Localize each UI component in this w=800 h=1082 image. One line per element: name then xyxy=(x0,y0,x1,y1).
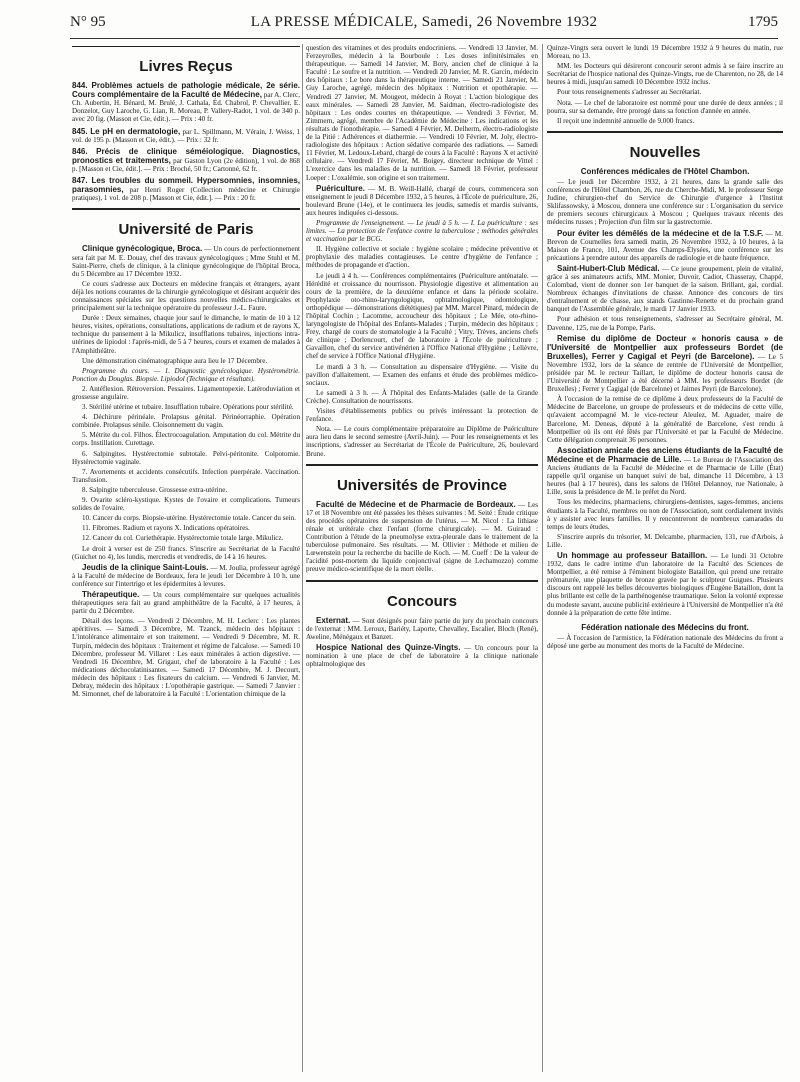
page-number: 1795 xyxy=(748,14,778,30)
article-paragraph: Le mardi à 3 h. — Consultation au dispensaire d'Hygiène. — Visite du pavillon d'allaitement. — Examen des enfants et étude des problèmes médico-sociaux. xyxy=(306,362,538,387)
article-paragraph: Programme de l'enseignement. — Le jeudi à 5 h. — I. La puériculture : ses limites. — La protection de l'enfance contre la tuberculose ; méthodes générales et vaccination par le BCG. xyxy=(306,218,538,244)
article-paragraph: Le samedi à 3 h. — À l'hôpital des Enfants-Malades (salle de la Grande Crèche). Consultation de nourrissons. xyxy=(306,388,538,405)
article-paragraph xyxy=(306,500,538,574)
article-paragraph: Programme du cours. — 1. Diagnostic gynécologique. Hystérométrie. Ponction du Douglas. Biopsie. Lipiodol (Technique et résultats). xyxy=(72,366,300,383)
list-item: 8. Salpingite tuberculeuse. Grossesse extra-utérine. xyxy=(82,485,228,494)
article-paragraph: Quinze-Vingts sera ouvert le lundi 19 Décembre 1932 à 9 heures du matin, rue Moreau, no 13. xyxy=(547,44,783,61)
article-paragraph xyxy=(306,616,538,641)
article-paragraph: II. Hygiène collective et sociale : hygiène scolaire ; médecine préventive et prophylaxie des maladies contagieuses. Le centre d'hygiène de l'enfance ; méthodes de propagande et d'action. xyxy=(306,245,538,270)
article-paragraph xyxy=(72,244,300,277)
list-item: 10. Cancer du corps. Biopsie-utérine. Hystérectomie totale. Cancer du sein. xyxy=(82,514,296,523)
section-rule xyxy=(306,580,538,582)
list-item: 4. Déchirure périnéale. Prolapsus génital. Périnéorraphie. Opération combinée. Prolapsus sénile. Cloisonnement du vagin. xyxy=(72,413,300,430)
article-heading: Faculté de Médecine et de Pharmacie de Bordeaux. xyxy=(316,499,516,509)
article-text: — Un cours de perfectionnement sera fait par M. E. Douay, chef des travaux gynécologiques ; Mme Stuhl et M. Saint-Pierre, chefs de clinique, à la clinique gynécologique de l'hôpital Broca, du 5 Décembre au 17 Décembre 1932. xyxy=(72,245,300,278)
list-item: 12. Cancer du col. Curiethérapie. Hystérectomie totale large. Mikulicz. xyxy=(82,534,284,543)
section-rule xyxy=(72,208,300,210)
section-title-univ-paris: Université de Paris xyxy=(118,221,254,239)
article-paragraph xyxy=(547,551,783,617)
article-paragraph: Pour adhésion et tous renseignements, s'adresser au Secrétaire général, M. Davenne, 125, rue de la Pompe, Paris. xyxy=(547,315,783,332)
book-details: par L. Spillmann, M. Vérain, J. Weiss, 1 vol. de 195 p. (Masson et Cie, édit.). — Prix : 32 fr. xyxy=(72,127,300,144)
article-heading: Clinique gynécologique, Broca. xyxy=(82,244,203,254)
section-title-nouvelles: Nouvelles xyxy=(629,143,701,161)
book-title: 846. Précis de clinique séméiologique. Diagnostics, pronostics et traitements, xyxy=(72,146,300,165)
book-entry xyxy=(72,81,300,123)
article-paragraph: Détail des leçons. — Vendredi 2 Décembre, M. H. Leclerc : Les plantes apéritives. — Samedi 3 Décembre, M. Tzanck, médecin des hôpitaux : L'intolérance alimentaire et son traitement. — Vendredi 9 Décembre, M. R. Turpin, médecin des hôpitaux : Traitement et régime de l'alcalose. — Samedi 10 Décembre, professeur M. Villaret : Les eaux minérales à action digestive. — Vendredi 16 Décembre, M. Grigaut, chef de laboratoire à la Faculté : Les médications déchocolatinisantes. — Samedi 17 Décembre, M. J. Decourt, médecin des hôpitaux : Les fixateurs du calcium. — Vendredi 6 Janvier, M. Debray, médecin des hôpitaux : L'opothérapie gastrique. — Samedi 7 Janvier : M. Simonnet, chef de laboratoire à la Faculté : L'orientation chimique de la xyxy=(72,617,300,699)
section-title-concours: Concours xyxy=(386,592,457,610)
article-paragraph: Il reçoit une indemnité annuelle de 9.000 francs. xyxy=(557,116,695,125)
book-entry xyxy=(72,127,300,144)
column-1 xyxy=(72,44,300,1074)
issue-number: N° 95 xyxy=(70,14,106,30)
article-paragraph: À l'occasion de la remise de ce diplôme à deux professeurs de la Faculté de Médecine de Barcelone, un groupe de professeurs et de médecins de cette ville, qu'avaient accompagné M. le vice-recteur Aleulez, M. Aguader, maire de Barcelone, M. Deneas, député à la généralité de Barcelone, s'est rendu à Montpellier où ils ont été fêtés par l'Université et par la Faculté de Médecine. Cette délégation comprenait 36 personnes. xyxy=(547,395,783,444)
article-heading: Externat. xyxy=(316,615,351,625)
article-paragraph xyxy=(72,590,300,615)
list-item: 5. Métrite du col. Filhos. Électrocoagulation. Amputation du col. Métrite du corps. Instillation. Curettage. xyxy=(72,431,300,448)
list-item: 7. Avortements et accidents consécutifs. Infection puerpérale. Vaccination. Transfusion. xyxy=(72,467,300,484)
article-paragraph: Le droit à verser est de 250 francs. S'inscrire au Secrétariat de la Faculté (Guichet no 4), les lundis, mercredis et vendredis, de 14 à 16 heures. xyxy=(72,544,300,561)
article-heading: Thérapeutique. xyxy=(82,589,140,599)
news-heading: Conférences médicales de l'Hôtel Chambon. xyxy=(580,166,750,176)
section-title-province: Universités de Province xyxy=(336,476,508,494)
article-paragraph xyxy=(547,229,783,262)
section-rule xyxy=(72,46,300,47)
header-rule xyxy=(70,38,778,39)
article-paragraph xyxy=(547,446,783,497)
article-paragraph: Ce cours s'adresse aux Docteurs en médecine français et étrangers, ayant déjà les notions courantes de la chirurgie gynécologique et désirant acquérir des connaissances spéciales sur les questions nouvelles médico-chirurgicales et principalement sur la technique opératoire du professeur J.-L. Faure. xyxy=(72,279,300,313)
article-paragraph xyxy=(547,264,783,314)
article-text: — M. Brevon de Cournelles fera samedi matin, 26 Novembre 1932, à 10 heures, à la Maison de France, 101, Avenue des Champs-Élysées, une conférence sur les précautions à prendre autour des appareils de radiologie et de haute fréquence. xyxy=(547,229,783,262)
news-heading: Fédération nationale des Médecins du front. xyxy=(581,622,749,632)
article-text: — Sont désignés pour faire partie du jury du prochain concours de l'externat : MM. Leroux, Bariéty, Laporte, Chevalley, Escalier, Bloch (René), Aweline, Ménégaux et Banzet. xyxy=(306,616,538,641)
book-entry xyxy=(72,176,300,202)
book-title: 844. Problèmes actuels de pathologie médicale, 2e série. Cours complémentaire de la Faculté de Médecine, xyxy=(72,81,300,100)
column-3 xyxy=(547,44,783,1074)
page-header xyxy=(70,14,778,38)
article-paragraph xyxy=(306,643,538,668)
column-2 xyxy=(306,44,538,1074)
article-text: — Le lundi 31 Octobre 1932, dans le cadre intime d'un laboratoire de la Faculté des Sciences de Montpellier, a été remise à l'éminent biologiste Bataillon, qui prend une retraite prématurée, une plaquette de bronze gravée par le sculpteur Guigues. Plusieurs discours ont rappelé les belles découvertes biologiques d'Eugène Bataillon, dont la plus brillante est celle de la parthénogenèse traumatique. Selon la volonté expresse du modeste savant, aucune publicité extérieure à l'Université de Montpellier n'a été donnée à la préparation de cette fête intime. xyxy=(547,551,783,617)
article-text: — Un concours pour la nomination à une place de chef de laboratoire à la clinique nationale ophtalmologique des xyxy=(306,643,538,669)
article-text: — Le Bureau de l'Association des Anciens étudiants de la Faculté de Médecine et de Pharmacie de Lille (État) rappelle qu'il organise un banquet suivi de bal, dimanche 11 Décembre, à 13 heures (bal à 17 heures), dans les salons de l'Hôtel Delannoy, rue Nationale, à Lille, sous la présidence de M. le préfet du Nord. xyxy=(547,455,783,497)
book-details: par A. Clerc, Ch. Aubertin, H. Bénard, M. Brulé, J. Cathala, Éd. Chabrol, P. Chevallier, E. Donzelot, Guy Laroche, G. Lian, R. Moreau, P. Vallery-Radot, 1 vol. de 340 p. avec 20 fig. (Masson et Cie, édit.). — Prix : 40 fr. xyxy=(72,91,300,124)
article-paragraph: Durée : Deux semaines, chaque jour sauf le dimanche, le matin de 10 à 12 heures, visites, opérations, consultations, applications de radium et de rayons X, technique du pansement à la Mikulicz, insufflations tubaires, injections intra-utérines de lipiodol : l'après-midi, de 5 à 7 heures, cours et examen de malades à l'Amphithéâtre. xyxy=(72,314,300,355)
article-text: — M. B. Weill-Hallé, chargé de cours, commencera son enseignement le jeudi 8 Décembre 1932, à 5 heures, à l'École de puériculture, 26, boulevard Brune (14e), et le continuera les jeudis, samedis et mardis suivants, aux heures indiquées ci-dessous. xyxy=(306,184,538,217)
article-text: — M. Joulia, professeur agrégé à la Faculté de médecine de Bordeaux, fera le jeudi 1er Décembre à 10 h. une conférence sur l'intertrigo et les épidermites à levures. xyxy=(72,563,300,588)
book-title: 845. Le pH en dermatologie, xyxy=(72,126,181,136)
article-text: — Un cours complémentaire sur quelques actualités thérapeutiques sera fait au grand amphithéâtre de la Faculté, à 17 heures, à partir du 2 Décembre. xyxy=(72,590,300,616)
article-paragraph: Nota. — Le chef de laboratoire est nommé pour une durée de deux années ; il pourra, sur sa demande, être prorogé dans sa fonction d'année en année. xyxy=(547,98,783,115)
list-item: 11. Fibromes. Radium et rayons X. Indications opératoires. xyxy=(82,524,250,533)
article-heading: Pour éviter les démêlés de la médecine et de la T.S.F. xyxy=(557,228,764,238)
book-details: par Henri Roger (Collection médecine et Chirurgie pratiques), 1 vol. de 208 p. [Masson et Cie, édit.]. — Prix : 20 fr. xyxy=(72,186,300,203)
book-title: 847. Les troubles du sommeil. Hypersomnies, insomnies, parasomnies, xyxy=(72,176,300,195)
section-rule xyxy=(547,131,783,133)
article-paragraph xyxy=(547,334,783,394)
article-paragraph: — À l'occasion de l'armistice, la Fédération nationale des Médecins du front a déposé une gerbe au monument des morts de la Faculté de Médecine. xyxy=(547,633,783,650)
article-paragraph: Une démonstration cinématographique aura lieu le 17 Décembre. xyxy=(82,356,268,365)
article-paragraph: Pour tous renseignements s'adresser au Secrétariat. xyxy=(557,88,702,97)
article-heading: Puériculture. xyxy=(316,183,365,193)
article-paragraph: MM. les Docteurs qui désireront concourir seront admis à se faire inscrire au Secrétariat de l'hospice national des Quinze-Vingts, rue de Charenton, no 28, de 14 heures à midi, jusqu'au samedi 10 Décembre 1932 inclus. xyxy=(547,62,783,87)
column-separator xyxy=(542,44,543,1072)
article-paragraph: Tous les médecins, pharmaciens, chirurgiens-dentistes, sages-femmes, anciens étudiants à la Faculté, membres ou non de l'Association, sont cordialement invités à y assister avec leurs familles. Il y rencontreront de nombreux camarades du temps de leurs études. xyxy=(547,498,783,531)
article-heading: Jeudis de la clinique Saint-Louis. xyxy=(82,562,209,572)
article-heading: Saint-Hubert-Club Médical. xyxy=(557,263,660,273)
article-paragraph: Visites d'établissements publics ou privés intéressant la protection de l'enfance. xyxy=(306,407,538,424)
list-item: 3. Stérilité utérine et tubaire. Insufflation tubaire. Opérations pour stérilité. xyxy=(82,403,294,412)
article-heading: Un hommage au professeur Bataillon. xyxy=(557,550,708,560)
book-entry xyxy=(72,147,300,173)
article-paragraph xyxy=(72,563,300,588)
article-heading: Hospice National des Quinze-Vingts. xyxy=(316,642,461,652)
article-paragraph: Le jeudi à 4 h. — Conférences complémentaires (Puériculture anténatale. — Hérédité et croissance du nourrisson. Physiologie digestive et alimentation au cours de la première, de la deuxième enfance et dans la période scolaire. Prophylaxie oto-rhino-laryngologique, ophtalmologique, odontologique, orthopédique — démonstrations diététiques) par MM. Marcel Pinard, médecin de l'hôpital Cochin ; Lacomme, accoucheur des hôpitaux ; Le Mée, oto-rhino-laryngologiste de l'hôpital des Enfants-Malades ; Turpin, médecin des hôpitaux ; Frey, chargé de cours de stomatologie à la Faculté ; Vitry, Trèves, anciens chefs de clinique ; Dorlencourt, chef de laboratoire à l'École de puériculture ; Gavaillon, chef du service antivénérien à l'Office National d'Hygiène ; Lelièvre, chef de service à l'Office National d'Hygiène. xyxy=(306,271,538,361)
section-rule xyxy=(306,464,538,466)
article-paragraph: S'inscrire auprès du trésorier, M. Delcambe, pharmacien, 131, rue d'Arbois, à Lille. xyxy=(547,532,783,549)
column-separator xyxy=(302,44,303,1072)
list-item: 6. Salpingites. Hystérectomie subtotale. Pelvi-péritonite. Colpotomie. Hystérectomie vaginale. xyxy=(72,449,300,466)
article-text: — Les 17 et 18 Novembre ont été passées les thèses suivantes : M. Seité : Étude critique des procédés opératoires de suspension de l'utérus. — M. Nicol : La lithiase rénale et urétérale chez l'enfant (forme chirurgicale). — M. Guiraud : Contribution à l'étude de la pneumolyse extra-pleurale dans le traitement de la tuberculose pulmonaire. Ses résultats. — M. Ollivier : Méthode et milieu de Lœwenstein pour la recherche du bacille de Koch. — M. Cueff : De la valeur de l'acidité post-mortem du liquide conjonctival (signe de Lechamozzo) comme preuve médico-scientifique de la mort réelle. xyxy=(306,500,538,574)
list-item: 2. Antéflexion. Rétroversion. Pessaires. Ligamentopexie. Latéroduviation et grossesse angulaire. xyxy=(72,384,300,401)
article-paragraph: question des vitamines et des produits endocriniens. — Vendredi 13 Janvier, M. Ferzeyrolles, médecin à la Bourboule : Les doses infinitésimales en thérapeutique. — Samedi 14 Janvier, M. Bory, ancien chef de clinique à la Faculté : Le soufre et la nutrition. — Vendredi 20 Janvier, M. R. Garcin, médecin des hôpitaux : Le bore dans la thérapeutique interne. — Samedi 21 Janvier, M. Guy Laroche, agrégé, médecin des hôpitaux : Nutrition et opothérapie. — Vendredi 27 Janvier, M. Mougeot, médecin à Royat : L'action biologique des eaux minérales. — Samedi 28 Janvier, M. Saidman, électro-radiologiste des hôpitaux : Les ondes courtes en thérapeutique. — Vendredi 3 Février, M. Zimmern, agrégé, membre de l'Académie de Médecine : Les indications et les résultats de l'ionothérapie. — Samedi 4 Février, M. Delherm, électro-radiologiste de la Pitié : Adhérences et diathermie. — Vendredi 10 Février, M. Joly, électro-radiologiste des hôpitaux : Action sédative comparée des radiations. — Samedi 11 Février, M. Ledoux-Lebard, chargé de cours à la Faculté : Rayons X et activité cellulaire. — Vendredi 17 Février, M. Boigey, directeur technique de Vittel : L'exercice dans les maladies de la nutrition. — Samedi 18 Février, professeur Loeper : L'oxalémie, son origine et son traitement. xyxy=(306,44,538,182)
list-item: 9. Ovarite scléro-kystique. Kystes de l'ovaire et complications. Tumeurs solides de l'ovaire. xyxy=(72,496,300,513)
article-paragraph xyxy=(306,184,538,217)
article-paragraph: Nota. — Le cours complémentaire préparatoire au Diplôme de Puériculture aura lieu dans le second semestre (Avril-Juin). — Pour les renseignements et les inscriptions, s'adresser au Secrétariat de l'École de Puériculture, 26, boulevard Brune. xyxy=(306,425,538,458)
article-heading: Association amicale des anciens étudiants de la Faculté de Médecine et de Pharmacie de Lille. xyxy=(547,445,783,464)
masthead-title: LA PRESSE MÉDICALE, Samedi, 26 Novembre 1932 xyxy=(250,14,598,30)
article-paragraph: — Le jeudi 1er Décembre 1932, à 21 heures, dans la grande salle des conférences de l'Hôtel Chambon, 26, rue du Cherche-Midi, M. le professeur Serge Judine, chirurgien-chef du Service de Chirurgie d'urgence à l'Institut Sklifassowsky, à Moscou, donnera une conférence sur : L'organisation du service de premiers secours chirurgicaux à Moscou ; Quelques travaux récents des médecins russes ; Projection d'un film sur la gastrectomie. xyxy=(547,177,783,227)
article-heading: Remise du diplôme de Docteur « honoris causa » de l'Université de Montpellier aux professeurs Bordet (de Bruxelles), Ferrer y Cagigal et Peyri (de Barcelone). xyxy=(547,333,783,361)
article-text: — Le 5 Novembre 1932, lors de la séance de rentrée de l'Université de Montpellier, présidée par M. le recteur Taillart, le diplôme de docteur honoris causa de l'Université de Montpellier a été décerné à MM. les professeurs Bordet (de Bruxelles) ; Ferrer y Cagigal (de Barcelone) et Jaimes Peyri (de Barcelone). xyxy=(547,352,783,394)
article-text: — Ce jeune groupement, plein de vitalité, grâce à ses animateurs actifs, MM. Monier, Duvoir, Cadiot, Chasseray, Chappé, Colombad, vient de donner son 1er banquet de la saison. Brillant, gai, cordial. Nombreux échanges d'invitations de chasse. Annonce des concours de tirs d'entraînement et de chasse, aux stands Gastinne-Renette et du prochain grand banquet de l'Assemblée générale, le mardi 17 Janvier 1933. xyxy=(547,264,783,314)
section-title-livres: Livres Reçus xyxy=(139,58,233,75)
book-details: par Gaston Lyon (2e édition), 1 vol. de 868 p. [Masson et Cie, édit.]. — Prix : Broché, 50 fr.; Cartonné, 62 fr. xyxy=(72,156,300,173)
